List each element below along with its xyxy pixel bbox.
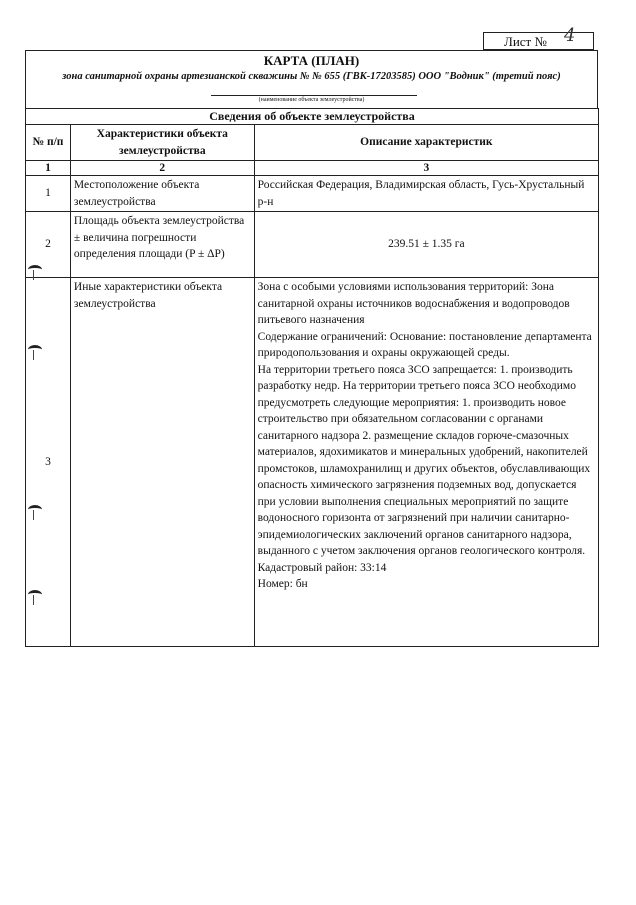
object-name-underline — [211, 95, 417, 96]
row-description: 239.51 ± 1.35 га — [254, 212, 598, 278]
col-number-1: 1 — [26, 161, 71, 176]
description-restrictions: Содержание ограничений: Основание: постановление департамента природопользования и охраны окружающей среды. — [257, 330, 592, 359]
document-title: КАРТА (ПЛАН) — [263, 53, 360, 68]
table-row — [26, 176, 599, 212]
object-info-table — [25, 108, 599, 647]
object-name-caption: (наименование объекта землеустройства) — [258, 97, 365, 103]
row-characteristic: Площадь объекта землеустройства ± величина погрешности определения площади (P ± ΔP) — [70, 212, 254, 278]
description-rules: На территории третьего пояса ЗСО запрещается: 1. производить разработку недр. На территории третьего пояса ЗСО необходимо предусмотреть следующие мероприятия: 1. производить новое строительство при обязательном согласовании с органами санитарного надзора 2. размещение складов горюче-смазочных материалов, ядохимикатов и минеральных удобрений, накопителей промстоков, шламохранилищ и других объектов, обуславливающих опасность химического загрязнения подземных вод, допускается при условии выполнения специальных мероприятий по защите водоносного горизонта от загрязнений при наличии санитарно-эпидемиологических заключений органов санитарного надзора, выданного с учетом заключения органов геологического контроля. — [257, 363, 591, 557]
col-header-num: № п/п — [26, 125, 71, 161]
object-name: зона санитарной охраны артезианской скважины № № 655 (ГВК-17203585) ООО "Водник" (третий пояс) — [62, 71, 561, 82]
row-num: 1 — [26, 176, 71, 212]
row-num: 2 — [26, 212, 71, 278]
table-row — [26, 278, 599, 647]
col-number-3: 3 — [254, 161, 598, 176]
binding-hole-mark — [28, 590, 42, 599]
col-header-characteristic: Характеристики объекта землеустройства — [70, 125, 254, 161]
binding-hole-mark — [28, 265, 42, 274]
section-title: Сведения об объекте землеустройства — [26, 109, 599, 125]
row-num: 3 — [26, 278, 71, 647]
row-characteristic: Иные характеристики объекта землеустройства — [70, 278, 254, 647]
table-row — [26, 212, 599, 278]
col-header-description: Описание характеристик — [254, 125, 598, 161]
document-header — [25, 50, 598, 108]
description-cadastral-district: Кадастровый район: 33:14 — [257, 561, 387, 574]
description-zone: Зона с особыми условиями использования территорий: Зона санитарной охраны источников водоснабжения и водопроводов питьевого назначения — [257, 281, 570, 326]
description-number: Номер: бн — [257, 578, 308, 590]
sheet-number: 4 — [564, 25, 576, 46]
row-characteristic: Местоположение объекта землеустройства — [70, 176, 254, 212]
sheet-number-box — [483, 25, 594, 50]
col-number-2: 2 — [70, 161, 254, 176]
sheet-label: Лист № — [504, 34, 547, 49]
row-description: Российская Федерация, Владимирская область, Гусь-Хрустальный р-н — [254, 176, 598, 212]
row-description — [254, 278, 598, 647]
binding-hole-mark — [28, 505, 42, 514]
binding-hole-mark — [28, 345, 42, 354]
